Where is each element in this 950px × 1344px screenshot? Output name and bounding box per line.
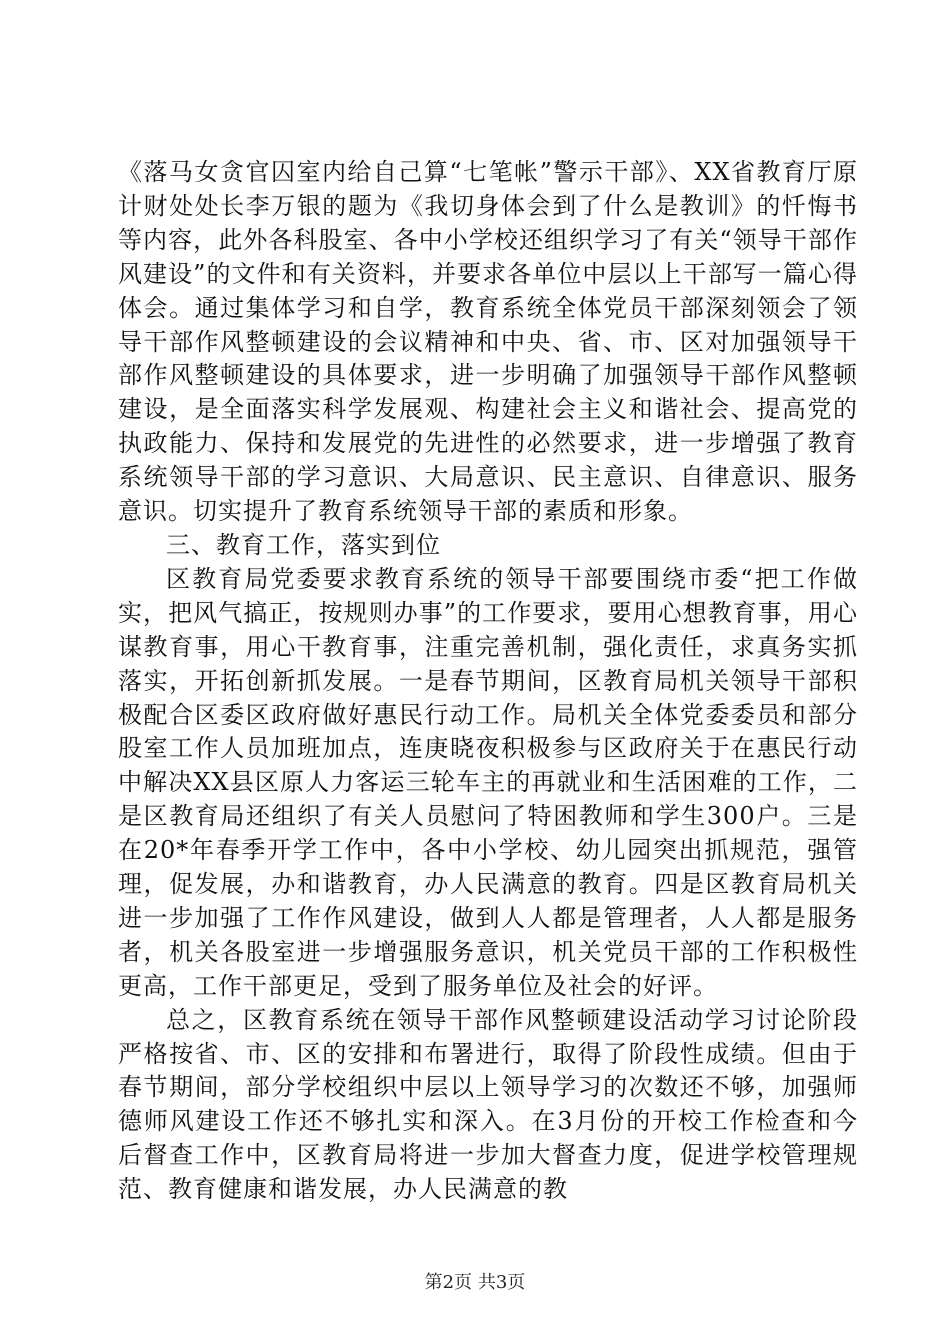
paragraph-summary: 总之，区教育系统在领导干部作风整顿建设活动学习讨论阶段严格按省、市、区的安排和布署进行，取得了阶段性成绩。但由于春节期间，部分学校组织中层以上领导学习的次数还不够，加强师德师风建设工作还不够扎实和深入。在3月份的开校工作检查和今后督查工作中，区教育局将进一步加大督查力度，促进学校管理规范、教育健康和谐发展，办人民满意的教: [118, 1005, 858, 1204]
paragraph-education-work: 区教育局党委要求教育系统的领导干部要围绕市委“把工作做实，把风气搞正，按规则办事”的工作要求，要用心想教育事，用心谋教育事，用心干教育事，注重完善机制，强化责任，求真务实抓落实，开拓创新抓发展。一是春节期间，区教育局机关领导干部积极配合区委区政府做好惠民行动工作。局机关全体党委委员和部分股室工作人员加班加点，连庚晓夜积极参与区政府关于在惠民行动中解决XX县区原人力客运三轮车主的再就业和生活困难的工作，二是区教育局还组织了有关人员慰问了特困教师和学生300户。三是在20*年春季开学工作中，各中小学校、幼儿园突出抓规范，强管理，促发展，办和谐教育，办人民满意的教育。四是区教育局机关进一步加强了工作作风建设，做到人人都是管理者，人人都是服务者，机关各股室进一步增强服务意识，机关党员干部的工作积极性更高，工作干部更足，受到了服务单位及社会的好评。: [118, 564, 858, 1000]
page-footer: 第2页 共3页: [424, 1272, 526, 1293]
section-heading-3: 三、教育工作，落实到位: [166, 530, 441, 559]
paragraph-continuation: 《落马女贪官囚室内给自己算“七笔帐”警示干部》、XX省教育厅原计财处处长李万银的题为《我切身体会到了什么是教训》的忏悔书等内容，此外各科股室、各中小学校还组织学习了有关“领导干部作风建设”的文件和有关资料，并要求各单位中层以上干部写一篇心得体会。通过集体学习和自学，教育系统全体党员干部深刻领会了领导干部作风整顿建设的会议精神和中央、省、市、区对加强领导干部作风整顿建设的具体要求，进一步明确了加强领导干部作风整顿建设，是全面落实科学发展观、构建社会主义和谐社会、提高党的执政能力、保持和发展党的先进性的必然要求，进一步增强了教育系统领导干部的学习意识、大局意识、民主意识、自律意识、服务意识。切实提升了教育系统领导干部的素质和形象。: [118, 158, 858, 526]
document-body: [118, 156, 858, 1207]
